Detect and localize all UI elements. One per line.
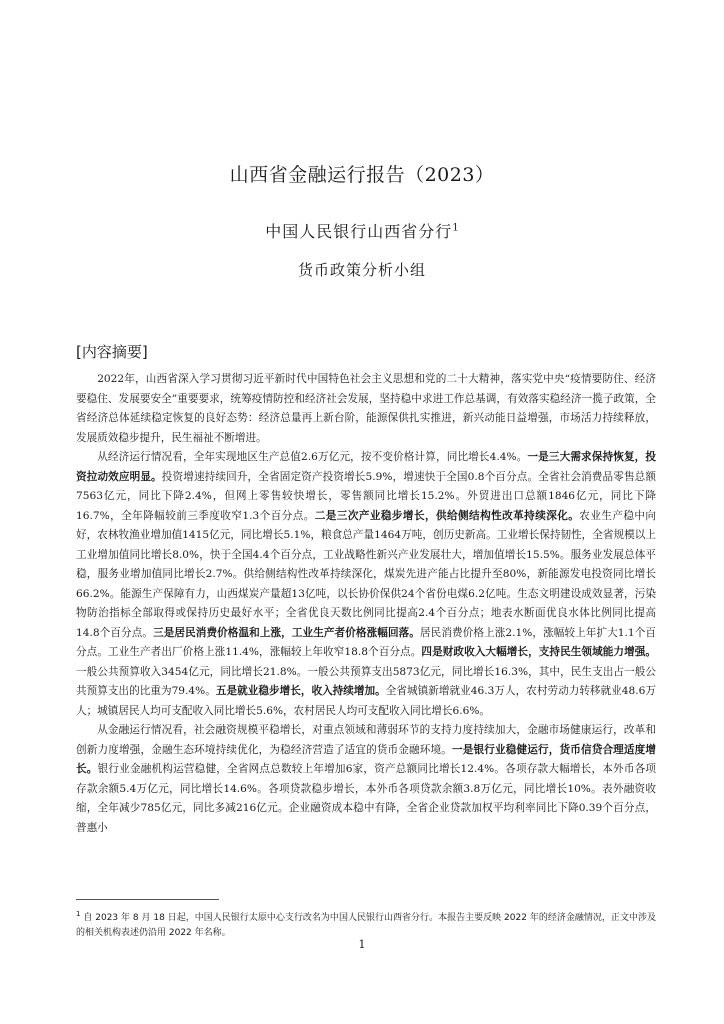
summary-text-run: 居民消费价格上涨2.1%，涨幅较上年扩大1.1个百分点。工业生产者出厂价格上涨11.4%，涨幅较上年收窄18.8个百分点。 <box>76 626 657 658</box>
summary-paragraph-3 <box>76 721 656 838</box>
summary-text-run: 全省城镇新增就业46.3万人，农村劳动力转移就业48.6万人；城镇居民人均可支配收入同比增长5.6%，农村居民人均可支配收入同比增长6.6%。 <box>76 685 657 717</box>
summary-text-run: 从金融运行情况看，社会融资规模平稳增长，对重点领域和薄弱环节的支持力度持续加大，金融市场健康运行，改革和创新力度增强，金融生态环境持续优化，为稳经济营造了适宜的货币金融环境。 <box>76 724 656 756</box>
summary-paragraph-1: 2022年，山西省深入学习贯彻习近平新时代中国特色社会主义思想和党的二十大精神，落实党中央“疫情要防住、经济要稳住、发展要安全”重要要求，统筹疫情防控和经济社会发展，坚持稳中求进工作总基调，有效落实稳经济一揽子政策，全省经济总体延续稳定恢复的良好态势：经济总量再上新台阶，能源保供扎实推进，新兴动能日益增强，市场活力持续释放，发展质效稳步提升，民生福祉不断增进。 <box>76 373 656 444</box>
footnote-text: 自 2023 年 8 月 18 日起，中国人民银行太原中心支行改名为中国人民银行山西省分行。本报告主要反映 2022 年的经济金融情况，正文中涉及的相关机构表述仍沿用 2022 年名称。 <box>76 913 656 938</box>
author-name: 中国人民银行山西省分行 <box>265 222 453 241</box>
summary-key-point: 四是财政收入大幅增长，支持民生领域能力增强。 <box>421 646 657 658</box>
summary-text-run: 农业生产稳中向好，农林牧渔业增加值1415亿元，同比增长5.1%，粮食总产量1464万吨，创历史新高。工业增长保持韧性，全省规模以上工业增加值同比增长8.0%，快于全国4.4个百分点，工业战略性新兴产业发展壮大，增加值增长15.5%。服务业发展总体平稳，服务业增加值同比增长2.7%。供给侧结构性改革持续深化，煤炭先进产能占比提升至80%，新能源发电投资同比增长66.2%。能源生产保障有力，山西煤炭产量超13亿吨，以长协价保供24个省份电煤6.2亿吨。生态文明建设成效显著，污染物防治指标全部取得或保持历史最好水平；全省优良天数比例同比提高2.4个百分点；地表水断面优良水体比例同比提高14.8个百分点。 <box>76 509 657 639</box>
summary-key-point: 三是居民消费价格温和上涨，工业生产者价格涨幅回落。 <box>153 626 420 639</box>
summary-key-point: 一是三大需求保持恢复，投资拉动效应明显。 <box>76 451 656 483</box>
footnote-divider <box>76 899 219 900</box>
summary-paragraph-2 <box>76 448 656 721</box>
summary-key-point: 一是银行业稳健运行，货币信贷合理适度增长。 <box>76 743 657 775</box>
footnote-number: 1 <box>76 910 81 918</box>
summary-heading: [内容摘要] <box>76 343 148 361</box>
page-number: 1 <box>358 938 366 951</box>
report-title: 山西省金融运行报告（2023） <box>229 164 495 186</box>
summary-text-run: 从经济运行情况看，全年实现地区生产总值2.6万亿元，按不变价格计算，同比增长4.4%。 <box>97 451 528 463</box>
footnote-marker: 1 <box>452 222 459 234</box>
author-group: 货币政策分析小组 <box>297 261 426 279</box>
author-line <box>0 219 724 242</box>
footnote <box>76 907 656 941</box>
summary-key-point: 二是三次产业稳步增长，供给侧结构性改革持续深化。 <box>314 509 580 522</box>
summary-text-run: 投资增速持续回升，全省固定资产投资增长5.9%，增速快于全国0.8个百分点。全省社会消费品零售总额7563亿元，同比下降2.4%，但网上零售较快增长，零售额同比增长15.2%。外贸进出口总额1846亿元，同比下降16.7%，全年降幅较前三季度收窄1.3个百分点。 <box>76 470 656 522</box>
summary-text-run: 银行业金融机构运营稳健，全省网点总数较上年增加6家，资产总额同比增长12.4%。各项存款大幅增长，本外币各项存款余额5.4万亿元，同比增长14.6%。各项贷款稳步增长，本外币各项贷款余额3.8万亿元，同比增长10%。表外融资收缩，全年减少785亿元，同比多减216亿元。企业融资成本稳中有降，全省企业贷款加权平均利率同比下降0.39个百分点，普惠小 <box>76 763 657 834</box>
summary-body <box>76 370 656 838</box>
summary-text-run: 一般公共预算收入3454亿元，同比增长21.8%。一般公共预算支出5873亿元，同比增长16.3%，其中，民生支出占一般公共预算支出的比重为79.4%。 <box>76 665 656 697</box>
summary-key-point: 五是就业稳步增长，收入持续增加。 <box>215 685 386 697</box>
